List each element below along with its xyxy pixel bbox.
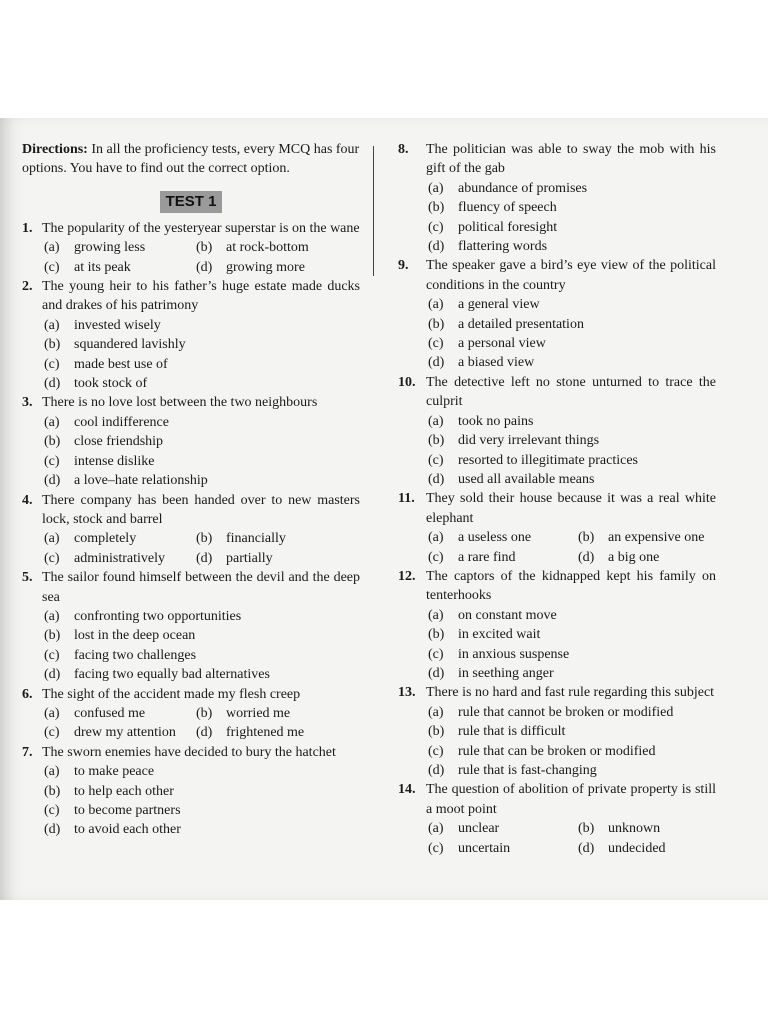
option-d[interactable]: (d) rule that is fast-changing bbox=[428, 763, 597, 778]
option-row bbox=[426, 839, 716, 858]
option-d[interactable]: (d) a biased view bbox=[428, 355, 535, 371]
option-d[interactable]: (d) a love–hate relationship bbox=[44, 473, 208, 489]
test-heading bbox=[22, 191, 360, 213]
option-a[interactable]: (a) abundance of promises bbox=[428, 180, 588, 196]
directions-label: Directions: bbox=[22, 142, 88, 157]
option-b[interactable]: (b) did very irrelevant things bbox=[428, 433, 600, 449]
option-a[interactable]: (a) confronting two opportunities bbox=[44, 608, 242, 624]
option-c[interactable]: (c) rule that can be broken or modified bbox=[428, 743, 656, 759]
question-13 bbox=[398, 683, 716, 780]
question-number: 4. bbox=[22, 492, 33, 508]
question-text: The sight of the accident made my flesh creep bbox=[42, 686, 301, 702]
question-text: There is no love lost between the two neighbours bbox=[42, 395, 318, 411]
question-text: There is no hard and fast rule regarding this subject bbox=[426, 685, 715, 701]
question-text: They sold their house because it was a real white elephant bbox=[426, 491, 716, 526]
option-c[interactable]: (c) a personal view bbox=[428, 336, 546, 352]
option-row bbox=[42, 258, 360, 277]
option-a[interactable]: (a) completely bbox=[44, 531, 137, 547]
question-number: 9. bbox=[398, 258, 409, 274]
question-number: 14. bbox=[398, 782, 416, 798]
question-text: The sworn enemies have decided to bury the hatchet bbox=[42, 744, 336, 760]
question-text: The captors of the kidnapped kept his family on tenterhooks bbox=[426, 568, 716, 604]
option-d[interactable]: (d) facing two equally bad alternatives bbox=[44, 667, 270, 683]
option-d[interactable]: (d) undecided bbox=[578, 840, 666, 856]
option-d[interactable]: (d) used all available means bbox=[428, 471, 595, 487]
option-row bbox=[42, 723, 360, 742]
option-c[interactable]: (c) intense dislike bbox=[44, 453, 155, 469]
column-divider bbox=[373, 146, 374, 276]
question-2 bbox=[22, 277, 360, 393]
option-a[interactable]: (a) cool indifference bbox=[44, 414, 169, 430]
question-text: The detective left no stone unturned to trace the culprit bbox=[426, 374, 716, 410]
right-column bbox=[398, 140, 716, 858]
question-number: 2. bbox=[22, 279, 33, 295]
option-c[interactable]: (c) uncertain bbox=[428, 840, 511, 856]
option-b[interactable]: (b) worried me bbox=[196, 705, 291, 721]
option-c[interactable]: (c) political foresight bbox=[428, 219, 558, 235]
option-c[interactable]: (c) administratively bbox=[44, 550, 165, 566]
question-text: The question of abolition of private property is still a moot point bbox=[426, 782, 716, 817]
question-number: 12. bbox=[398, 568, 416, 584]
question-number: 8. bbox=[398, 142, 409, 157]
question-14 bbox=[398, 780, 716, 858]
question-number: 11. bbox=[398, 491, 415, 507]
option-a[interactable]: (a) rule that cannot be broken or modified bbox=[428, 704, 674, 720]
option-b[interactable]: (b) rule that is difficult bbox=[428, 724, 566, 740]
question-number: 13. bbox=[398, 685, 416, 701]
option-b[interactable]: (b) lost in the deep ocean bbox=[44, 628, 196, 644]
option-b[interactable]: (b) fluency of speech bbox=[428, 200, 557, 216]
option-a[interactable]: (a) growing less bbox=[44, 240, 146, 256]
question-number: 7. bbox=[22, 744, 33, 760]
question-number: 6. bbox=[22, 686, 33, 702]
option-d[interactable]: (d) took stock of bbox=[44, 376, 148, 392]
question-4 bbox=[22, 491, 360, 569]
question-6 bbox=[22, 685, 360, 743]
option-a[interactable]: (a) took no pains bbox=[428, 413, 534, 429]
question-text: The politician was able to sway the mob with his gift of the gab bbox=[426, 142, 716, 177]
option-b[interactable]: (b) to help each other bbox=[44, 783, 174, 799]
option-b[interactable]: (b) in excited wait bbox=[428, 627, 541, 643]
option-d[interactable]: (d) in seething anger bbox=[428, 665, 554, 681]
option-b[interactable]: (b) unknown bbox=[578, 821, 661, 837]
question-1 bbox=[22, 219, 360, 277]
option-c[interactable]: (c) facing two challenges bbox=[44, 647, 197, 663]
question-text: There company has been handed over to new masters lock, stock and barrel bbox=[42, 492, 360, 527]
option-a[interactable]: (a) to make peace bbox=[44, 764, 155, 780]
option-b[interactable]: (b) financially bbox=[196, 531, 286, 547]
question-text: The speaker gave a bird’s eye view of the political conditions in the country bbox=[426, 258, 716, 293]
option-a[interactable]: (a) on constant move bbox=[428, 607, 557, 623]
option-row bbox=[42, 549, 360, 568]
option-c[interactable]: (c) at its peak bbox=[44, 259, 131, 275]
question-text: The sailor found himself between the devil and the deep sea bbox=[42, 570, 360, 605]
option-c[interactable]: (c) to become partners bbox=[44, 803, 181, 818]
left-column bbox=[22, 140, 360, 840]
option-a[interactable]: (a) invested wisely bbox=[44, 317, 161, 333]
option-a[interactable]: (a) a general view bbox=[428, 297, 540, 313]
option-d[interactable]: (d) growing more bbox=[196, 259, 305, 275]
question-9 bbox=[398, 256, 716, 372]
question-number: 10. bbox=[398, 374, 416, 390]
option-b[interactable]: (b) squandered lavishly bbox=[44, 337, 186, 353]
question-12 bbox=[398, 567, 716, 683]
option-a[interactable]: (a) unclear bbox=[428, 821, 500, 837]
option-row bbox=[42, 704, 360, 723]
directions-text: In all the proficiency tests, every MCQ has four options. You have to find out the correct option. bbox=[22, 142, 360, 177]
option-b[interactable]: (b) close friendship bbox=[44, 434, 164, 450]
option-d[interactable]: (d) partially bbox=[196, 550, 273, 566]
option-b[interactable]: (b) at rock-bottom bbox=[196, 240, 309, 256]
question-8 bbox=[398, 140, 716, 256]
option-b[interactable]: (b) an expensive one bbox=[578, 530, 705, 546]
directions bbox=[22, 140, 360, 179]
option-row bbox=[426, 819, 716, 838]
question-number: 3. bbox=[22, 395, 33, 411]
page bbox=[0, 118, 768, 900]
option-row bbox=[42, 529, 360, 548]
question-number: 1. bbox=[22, 220, 33, 236]
option-d[interactable]: (d) frightened me bbox=[196, 725, 305, 741]
question-10 bbox=[398, 373, 716, 489]
option-d[interactable]: (d) a big one bbox=[578, 549, 660, 565]
option-row bbox=[42, 238, 360, 257]
option-row bbox=[426, 548, 716, 567]
question-text: The popularity of the yesteryear superstar is on the wane bbox=[42, 220, 360, 236]
option-b[interactable]: (b) a detailed presentation bbox=[428, 316, 584, 332]
option-c[interactable]: (c) drew my attention bbox=[44, 725, 176, 741]
question-11 bbox=[398, 489, 716, 567]
option-c[interactable]: (c) a rare find bbox=[428, 549, 516, 565]
option-c[interactable]: (c) in anxious suspense bbox=[428, 646, 570, 662]
question-7 bbox=[22, 743, 360, 840]
option-d[interactable]: (d) flattering words bbox=[428, 239, 548, 255]
question-3 bbox=[22, 393, 360, 490]
question-5 bbox=[22, 568, 360, 684]
question-number: 5. bbox=[22, 570, 33, 586]
option-a[interactable]: (a) confused me bbox=[44, 705, 146, 721]
option-row bbox=[426, 528, 716, 547]
question-text: The young heir to his father’s huge estate made ducks and drakes of his patrimony bbox=[42, 279, 360, 314]
test-badge: TEST 1 bbox=[160, 191, 223, 213]
option-c[interactable]: (c) resorted to illegitimate practices bbox=[428, 452, 638, 468]
option-c[interactable]: (c) made best use of bbox=[44, 356, 168, 372]
option-d[interactable]: (d) to avoid each other bbox=[44, 822, 181, 838]
option-a[interactable]: (a) a useless one bbox=[428, 530, 532, 546]
